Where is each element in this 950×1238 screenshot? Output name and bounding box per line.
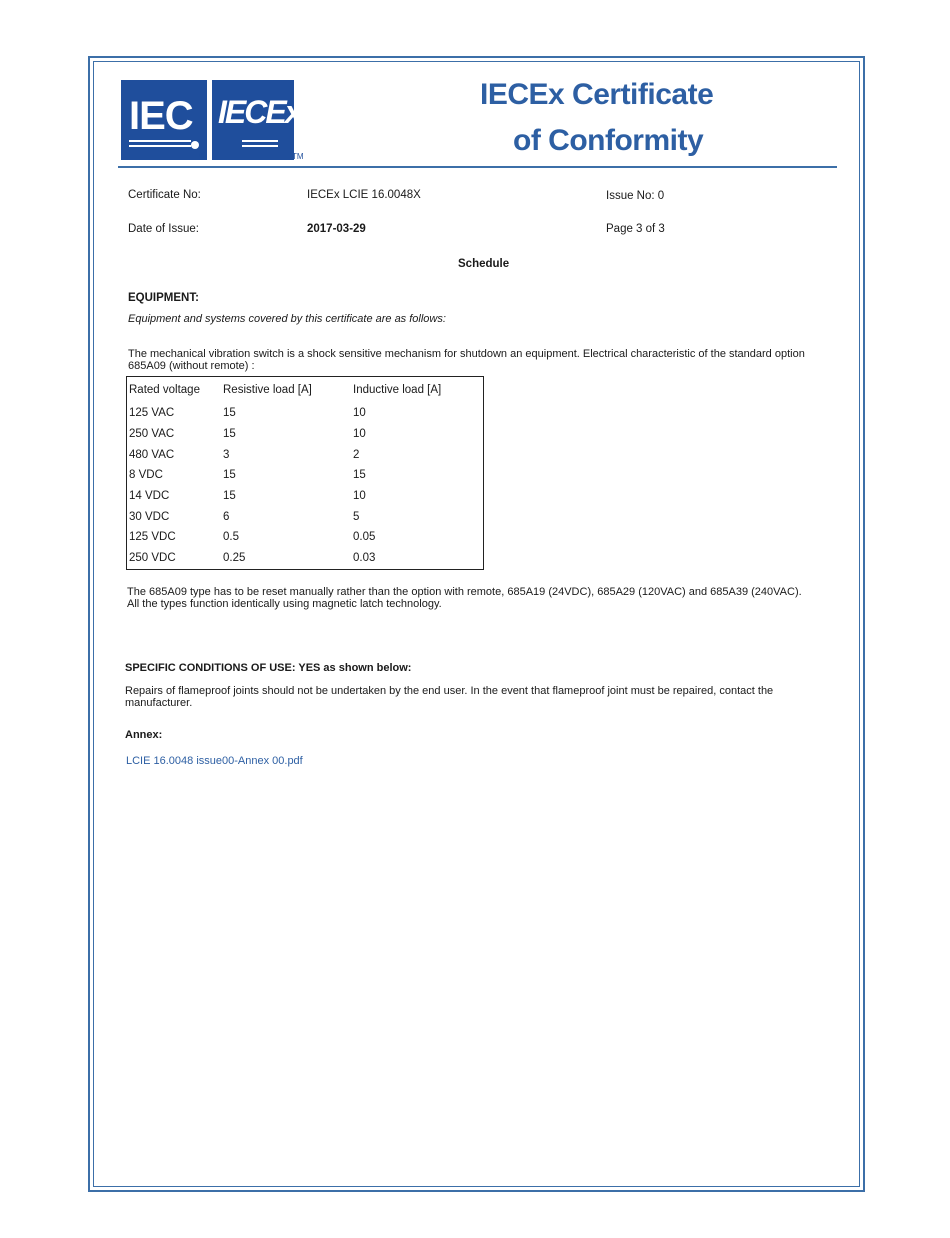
logo-dot xyxy=(191,141,199,149)
electrical-characteristics-table xyxy=(126,376,484,570)
table-cell: 6 xyxy=(223,510,230,523)
conditions-heading: SPECIFIC CONDITIONS OF USE: YES as shown below: xyxy=(125,662,412,674)
logo-line xyxy=(129,145,191,147)
cert-no-label: Certificate No: xyxy=(128,189,201,201)
table-row xyxy=(127,465,484,486)
conditions-text: Repairs of flameproof joints should not be undertaken by the end user. In the event that flameproof joint must be repaired, contact the manufacturer. xyxy=(125,685,774,709)
certificate-title-line1: IECEx Certificate xyxy=(480,78,714,111)
table-cell: 15 xyxy=(223,407,236,420)
schedule-heading: Schedule xyxy=(458,258,510,270)
column-header: Inductive load [A] xyxy=(353,384,442,396)
table-header-row xyxy=(127,377,484,404)
equipment-heading: EQUIPMENT: xyxy=(128,292,199,304)
table-row xyxy=(127,527,484,548)
iec-logo-text: IEC xyxy=(129,94,193,138)
logo-line xyxy=(242,145,278,147)
table-cell: 125 VAC xyxy=(129,407,175,420)
table-cell: 3 xyxy=(223,448,230,461)
page-number: Page 3 of 3 xyxy=(606,223,665,235)
table-cell: 5 xyxy=(353,510,360,523)
table-cell: 480 VAC xyxy=(129,448,175,461)
table-cell: 10 xyxy=(353,428,366,441)
trademark-mark: TM xyxy=(292,152,304,161)
iec-logo xyxy=(121,80,207,160)
certificate-title-line2: of Conformity xyxy=(513,124,704,157)
table-cell: 125 VDC xyxy=(129,531,176,544)
equipment-description: The mechanical vibration switch is a shock sensitive mechanism for shutdown an equipment. Electrical characteristic of the standard option 685A09 (without remote) : xyxy=(128,348,805,372)
table-row xyxy=(127,424,484,445)
table-cell: 15 xyxy=(223,490,236,503)
date-value: 2017-03-29 xyxy=(307,223,366,235)
table-cell: 250 VAC xyxy=(129,428,175,441)
equipment-intro: Equipment and systems covered by this certificate are as follows: xyxy=(128,313,446,325)
reset-note: The 685A09 type has to be reset manually rather than the option with remote, 685A19 (24VDC), 685A29 (120VAC) and 685A39 (240VAC). All the types function identically using magnetic latch technology. xyxy=(127,586,802,610)
annex-heading: Annex: xyxy=(125,729,163,741)
table-row xyxy=(127,403,484,424)
table-cell: 15 xyxy=(223,469,236,482)
table-row xyxy=(127,486,484,507)
date-label: Date of Issue: xyxy=(128,223,199,235)
cert-no-value: IECEx LCIE 16.0048X xyxy=(307,189,421,201)
logo-line xyxy=(242,140,278,142)
table-cell: 0.05 xyxy=(353,531,376,544)
table-cell: 8 VDC xyxy=(129,469,163,482)
issue-no: Issue No: 0 xyxy=(606,190,665,202)
annex-link[interactable]: LCIE 16.0048 issue00-Annex 00.pdf xyxy=(126,755,303,767)
header-divider xyxy=(118,166,837,168)
table-cell: 30 VDC xyxy=(129,510,170,523)
table-cell: 14 VDC xyxy=(129,490,170,503)
table-cell: 10 xyxy=(353,490,366,503)
table-row xyxy=(127,506,484,527)
iecex-logo-text: IECEx xyxy=(218,94,301,130)
table-cell: 15 xyxy=(353,469,366,482)
registered-mark: ® xyxy=(199,150,206,160)
table-cell: 250 VDC xyxy=(129,552,176,565)
table-cell: 0.03 xyxy=(353,552,376,565)
page-frame-inner xyxy=(93,61,860,1187)
table-cell: 10 xyxy=(353,407,366,420)
table-cell: 0.25 xyxy=(223,552,246,565)
column-header: Resistive load [A] xyxy=(223,384,312,396)
table-cell: 0.5 xyxy=(223,531,239,544)
table-cell: 15 xyxy=(223,428,236,441)
table-row xyxy=(127,444,484,465)
table-row xyxy=(127,548,484,569)
table-cell: 2 xyxy=(353,448,360,461)
column-header: Rated voltage xyxy=(129,384,200,396)
logo-line xyxy=(129,140,191,142)
